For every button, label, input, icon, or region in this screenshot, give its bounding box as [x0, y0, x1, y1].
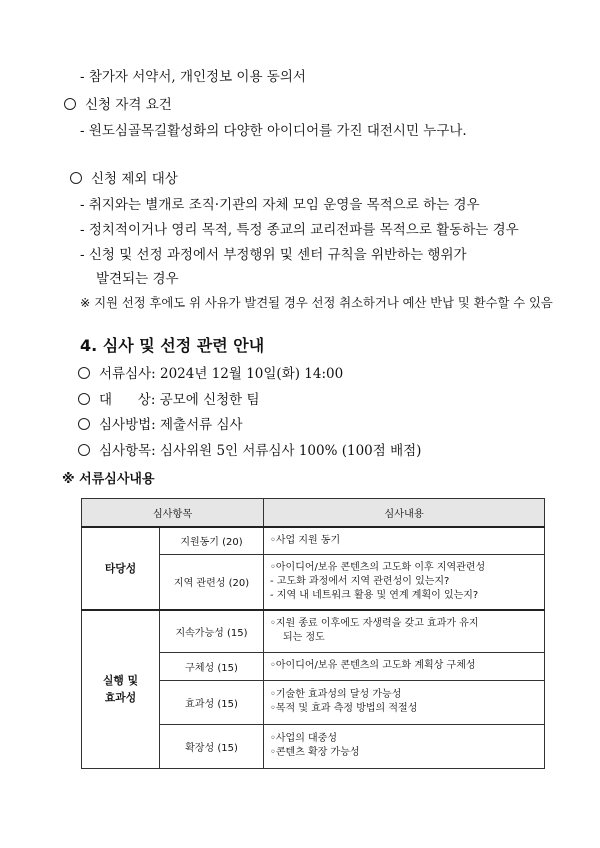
header-content: 심사내용	[264, 499, 545, 528]
exclusion-item-1: - 취지와는 별개로 조직·기관의 자체 모임 운영을 목적으로 하는 경우	[80, 197, 480, 213]
table-row	[82, 527, 545, 554]
exclusion-item-2: - 정치적이거나 영리 목적, 특정 종교의 교리전파를 목적으로 활동하는 경우	[80, 222, 519, 238]
row-item: 지속가능성 (15)	[160, 610, 264, 652]
row-item: 지원동기 (20)	[160, 527, 264, 554]
circle-bullet-icon	[70, 172, 82, 184]
row-item: 효과성 (15)	[160, 680, 264, 724]
exclusion-heading	[70, 170, 178, 188]
table-header-row	[82, 499, 545, 528]
header-criteria: 심사항목	[82, 499, 264, 528]
row-content: ◦아이디어/보유 콘텐츠의 고도화 계획상 구체성	[264, 652, 545, 680]
exclusion-item-3-cont: 발견되는 경우	[96, 271, 179, 287]
review-item-1: 서류심사: 2024년 12월 10일(화) 14:00	[78, 365, 343, 383]
row-content: ◦아이디어/보유 콘텐츠의 고도화 이후 지역관련성 - 고도화 과정에서 지역 관련성이 있는지? - 지역 내 네트워크 활용 및 연계 계획이 있는지?	[264, 554, 545, 610]
row-item: 구체성 (15)	[160, 652, 264, 680]
exclusion-item-3: - 신청 및 선정 과정에서 부정행위 및 센터 규칙을 위반하는 행위가	[80, 247, 467, 263]
review-criteria-table	[81, 498, 545, 769]
exclusion-title: 신청 제외 대상	[91, 171, 178, 187]
circle-bullet-icon	[78, 393, 90, 405]
circle-bullet-icon	[78, 367, 90, 379]
table-row	[82, 610, 545, 652]
group-execution-effect: 실행 및 효과성	[82, 610, 160, 768]
submission-docs-line: - 참가자 서약서, 개인정보 이용 동의서	[80, 69, 306, 85]
circle-bullet-icon	[78, 444, 90, 456]
row-item: 확장성 (15)	[160, 724, 264, 768]
row-content: ◦사업 지원 동기	[264, 527, 545, 554]
row-content: ◦사업의 대중성 ◦콘텐츠 확장 가능성	[264, 724, 545, 768]
qualification-title: 신청 자격 요건	[85, 97, 172, 113]
qualification-heading	[64, 96, 172, 114]
row-content: ◦기술한 효과성의 달성 가능성 ◦목적 및 효과 측정 방법의 적절성	[264, 680, 545, 724]
section-4-title: 4. 심사 및 선정 관련 안내	[80, 336, 265, 355]
row-content: ◦지원 종료 이후에도 자생력을 갖고 효과가 유지 되는 정도	[264, 610, 545, 652]
row-item: 지역 관련성 (20)	[160, 554, 264, 610]
group-validity: 타당성	[82, 527, 160, 610]
review-item-3: 심사방법: 제출서류 심사	[78, 416, 243, 434]
review-item-2: 대 상: 공모에 신청한 팀	[78, 391, 260, 409]
exclusion-note: ※ 지원 선정 후에도 위 사유가 발견될 경우 선정 취소하거나 예산 반납 및 환수할 수 있음	[80, 296, 553, 310]
circle-bullet-icon	[78, 418, 90, 430]
circle-bullet-icon	[64, 98, 76, 110]
qualification-desc: - 원도심골목길활성화의 다양한 아이디어를 가진 대전시민 누구나.	[80, 123, 467, 139]
document-review-title: ※ 서류심사내용	[62, 472, 155, 487]
review-item-4: 심사항목: 심사위원 5인 서류심사 100% (100점 배점)	[78, 442, 421, 460]
